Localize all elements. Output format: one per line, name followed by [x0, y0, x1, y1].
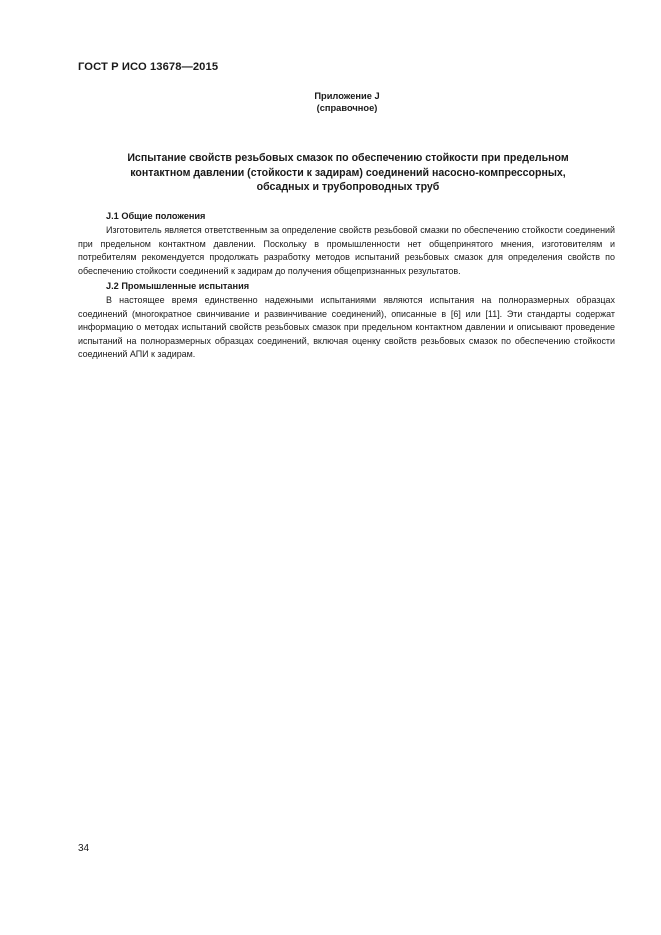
annex-title-line-1: Испытание свойств резьбовых смазок по обеспечению стойкости при предельном: [127, 152, 569, 164]
standard-designation: ГОСТ Р ИСО 13678—2015: [78, 61, 219, 73]
annex-title-line-2: контактном давлении (стойкости к задирам) соединений насосно-компрессорных,: [130, 166, 566, 179]
section-text-industrial-tests: В настоящее время единственно надежными испытаниями являются испытания на полноразмерных образцах соединений (многократное свинчивание и развинчивание соединений), описанные в [6] или [11]. Эти стандарты содержат информацию о методах испытаний свойств резьбовых смазок при предельном контактном давлении и описывают проведение испытаний на полноразмерных образцах соединений, включая оценку свойств резьбовых смазок по обеспечению стойкости соединений АПИ к задирам.: [78, 295, 615, 359]
annex-label: Приложение J: [314, 91, 380, 101]
annex-type: (справочное): [316, 103, 378, 113]
page-number: 34: [78, 843, 90, 854]
section-heading-general: J.1 Общие положения: [106, 211, 206, 221]
annex-title: [88, 151, 608, 195]
annex-title-line-3: обсадных и трубопроводных труб: [256, 181, 440, 193]
section-text-general: Изготовитель является ответственным за определение свойств резьбовой смазки по обеспечению стойкости соединений при предельном контактном давлении. Поскольку в промышленности нет общепринятого мнения, изготовителям и потребителям рекомендуется продолжать разработку методов испытаний резьбовых смазок для определения свойств по обеспечению стойкости соединений к задирам до получения общепризнанных результатов.: [78, 225, 615, 276]
annex-label-block: [0, 90, 661, 114]
section-heading-industrial-tests: J.2 Промышленные испытания: [106, 281, 250, 291]
